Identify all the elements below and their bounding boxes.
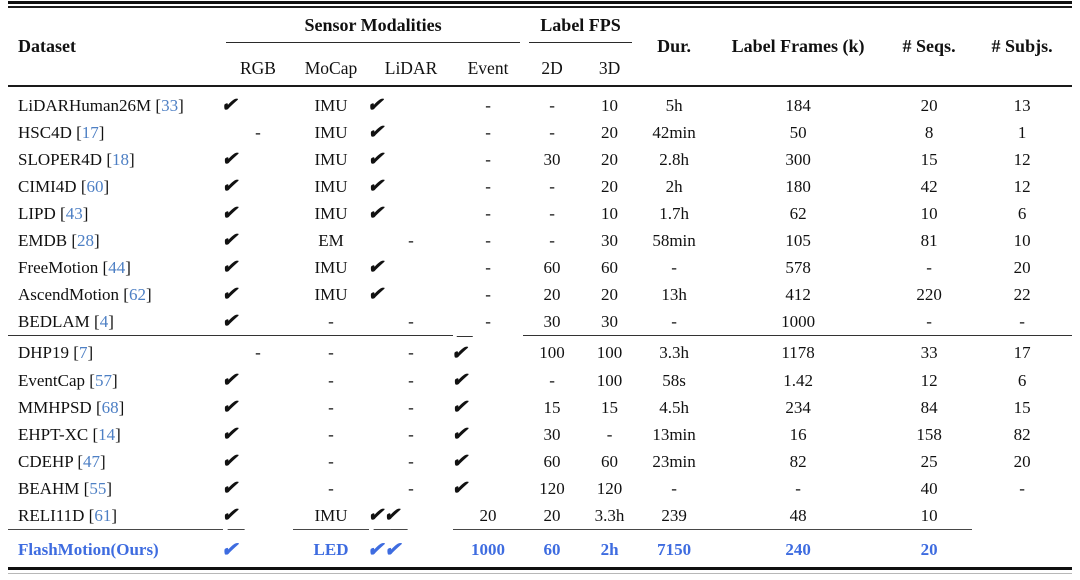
citation-wrap: [4] <box>89 312 114 331</box>
cell-dataset <box>8 281 223 308</box>
cell-duration: 13min <box>652 424 696 444</box>
cell-label-frames: 50 <box>789 123 807 142</box>
cell-dataset <box>8 173 223 200</box>
cell-num-seqs: 220 <box>916 285 942 304</box>
col-header-lidar: LiDAR <box>384 58 438 78</box>
table-row <box>8 254 1072 281</box>
citation-wrap: [33] <box>151 96 184 115</box>
cell-event: - <box>485 177 491 196</box>
dataset-comparison-table <box>8 8 1072 567</box>
cell-rgb: ✔ <box>220 203 242 224</box>
table-row <box>8 86 1072 119</box>
cell-fps-3d: 30 <box>601 231 619 250</box>
table-row <box>8 227 1072 254</box>
cell-lidar: - <box>369 336 453 367</box>
cell-duration: - <box>671 258 677 277</box>
cell-num-subjs: 20 <box>1013 451 1031 471</box>
cell-num-seqs: - <box>926 258 932 277</box>
cell-duration: 58min <box>652 231 696 250</box>
cell-lidar: - <box>408 370 414 390</box>
cell-num-subjs: 20 <box>886 529 972 567</box>
citation-wrap: [28] <box>67 231 100 250</box>
table-body <box>8 86 1072 567</box>
cell-event: ✔ <box>382 504 404 526</box>
cell-label-frames: 1.42 <box>783 370 813 390</box>
cell-fps-2d: - <box>549 96 555 115</box>
cell-fps-3d: 60 <box>601 451 619 471</box>
table-row <box>8 200 1072 227</box>
cell-num-subjs: 10 <box>920 505 938 525</box>
cell-duration: 4.5h <box>659 397 689 417</box>
cell-mocap: - <box>328 478 334 498</box>
cell-lidar: - <box>408 231 414 250</box>
dataset-name: RELI11D <box>18 505 85 525</box>
cell-fps-2d: 60 <box>543 451 561 471</box>
cell-mocap: EM <box>318 231 344 250</box>
cell-lidar: - <box>408 478 414 498</box>
cell-duration: 1.7h <box>659 204 689 223</box>
cell-num-seqs: 240 <box>710 529 886 567</box>
cell-label-frames: 180 <box>785 177 811 196</box>
cell-rgb: ✔ <box>220 230 242 251</box>
cell-duration: 58s <box>662 370 686 390</box>
table-row <box>8 336 1072 367</box>
cell-event: - <box>485 258 491 277</box>
col-header-num-seqs: # Seqs. <box>902 36 956 56</box>
table-row <box>8 281 1072 308</box>
cell-event: - <box>485 123 491 142</box>
cell-num-seqs: 158 <box>916 424 942 444</box>
cell-mocap: - <box>293 336 369 367</box>
cell-fps-3d: 60 <box>601 258 619 277</box>
citation-wrap: [7] <box>69 343 94 363</box>
cell-duration: - <box>671 478 677 498</box>
citation-link[interactable]: 44 <box>108 258 126 277</box>
col-header-label-fps <box>523 8 638 52</box>
cell-mocap: - <box>328 312 334 331</box>
dataset-name: FreeMotion <box>18 258 99 277</box>
citation-wrap: [68] <box>91 397 125 417</box>
cell-lidar: ✔ <box>366 122 388 143</box>
cell-rgb: ✔ <box>219 95 241 116</box>
cell-fps-3d: - <box>606 424 613 444</box>
table-row <box>8 119 1072 146</box>
citation-link[interactable]: 57 <box>94 370 112 390</box>
cell-event: - <box>485 204 491 223</box>
cell-dataset <box>8 367 223 394</box>
cell-duration: 13h <box>661 285 687 304</box>
cell-event: ✔ <box>450 396 472 418</box>
cell-label-frames: 1000 <box>781 312 816 331</box>
cell-fps-2d: 30 <box>543 150 561 169</box>
cell-lidar: - <box>408 312 414 331</box>
cell-rgb: ✔ <box>220 423 242 445</box>
cell-num-seqs: 10 <box>920 204 938 223</box>
cell-mocap: IMU <box>314 204 348 223</box>
cell-num-subjs: 12 <box>1013 150 1031 169</box>
citation-wrap: [17] <box>71 123 105 142</box>
citation-link[interactable]: 68 <box>101 397 119 417</box>
citation-link[interactable]: 7 <box>78 343 88 363</box>
cell-label-frames: 412 <box>785 285 811 304</box>
citation-link[interactable]: 17 <box>81 123 99 142</box>
cell-duration: 3.3h <box>594 505 625 525</box>
cell-dataset <box>8 421 223 448</box>
cell-fps-3d: 30 <box>601 312 619 331</box>
cell-duration: 5h <box>665 96 683 115</box>
citation-wrap: [57] <box>85 370 118 390</box>
cell-fps-3d: 60 <box>523 529 581 567</box>
col-header-event: Event <box>467 58 509 78</box>
cell-fps-2d: 30 <box>543 312 561 331</box>
sensor-modalities-label: Sensor Modalities <box>226 15 520 43</box>
cell-mocap: IMU <box>314 123 348 142</box>
cell-num-subjs: 15 <box>1013 397 1031 417</box>
cell-label-frames: 184 <box>785 96 811 115</box>
cell-fps-2d: 120 <box>539 478 565 498</box>
cell-event: ✔ <box>450 477 472 499</box>
cell-num-seqs: 81 <box>920 231 938 250</box>
cell-lidar: ✔ <box>364 529 390 567</box>
cell-dataset <box>8 448 223 475</box>
label-fps-label: Label FPS <box>529 15 632 43</box>
cell-rgb: ✔ <box>220 396 242 418</box>
cell-rgb: ✔ <box>220 504 242 526</box>
dataset-name: EMDB <box>18 231 68 250</box>
cell-duration: 2.8h <box>659 150 689 169</box>
cell-label-frames: 7150 <box>638 529 710 567</box>
citation-link[interactable]: 61 <box>94 505 112 525</box>
cell-mocap: IMU <box>314 96 348 115</box>
cell-num-subjs: 22 <box>1013 285 1031 304</box>
citation-link[interactable]: 60 <box>86 177 104 196</box>
cell-duration: 2h <box>665 177 683 196</box>
cell-rgb: ✔ <box>218 529 244 567</box>
cell-dataset <box>8 200 223 227</box>
dataset-name: EventCap <box>18 370 86 390</box>
citation-link[interactable]: 47 <box>83 451 101 471</box>
cell-dataset <box>8 86 223 119</box>
citation-wrap: [61] <box>84 505 118 525</box>
citation-link[interactable]: 14 <box>98 424 116 444</box>
dataset-name: MMHPSD <box>18 397 92 417</box>
paper-table-figure <box>8 0 1072 574</box>
citation-link[interactable]: 43 <box>65 204 83 223</box>
table-row <box>8 421 1072 448</box>
table-top-rule <box>8 1 1072 8</box>
col-header-2d: 2D <box>541 58 563 78</box>
table-row <box>8 367 1072 394</box>
cell-num-subjs: - <box>1019 312 1025 331</box>
cell-event: - <box>485 96 491 115</box>
cell-num-seqs: 84 <box>920 397 938 417</box>
cell-duration: 42min <box>652 123 696 142</box>
cell-mocap: - <box>328 397 334 417</box>
cell-dataset <box>8 529 223 567</box>
cell-dataset <box>8 336 223 367</box>
cell-rgb: ✔ <box>220 369 242 391</box>
cell-num-subjs: 10 <box>1013 231 1031 250</box>
cell-num-seqs: 25 <box>920 451 938 471</box>
cell-label-frames: 82 <box>789 451 807 471</box>
table-row <box>8 529 1072 567</box>
cell-rgb: ✔ <box>220 450 242 472</box>
cell-label-frames: 300 <box>785 150 811 169</box>
cell-event: - <box>485 312 491 332</box>
table-row <box>8 146 1072 173</box>
table-row <box>8 394 1072 421</box>
cell-duration: 2h <box>581 529 638 567</box>
cell-label-frames: 239 <box>661 505 687 525</box>
cell-rgb: ✔ <box>220 149 242 170</box>
cell-mocap: IMU <box>314 505 348 525</box>
cell-dataset <box>8 146 223 173</box>
citation-wrap: [47] <box>73 451 106 471</box>
dataset-name: FlashMotion(Ours) <box>18 539 159 559</box>
cell-duration: 23min <box>652 451 696 471</box>
cell-fps-2d: 20 <box>479 505 497 525</box>
cell-fps-2d: - <box>549 231 555 250</box>
col-header-rgb: RGB <box>240 58 276 78</box>
cell-num-subjs: 1 <box>1017 123 1027 142</box>
cell-dataset <box>8 394 223 421</box>
cell-lidar: - <box>408 451 414 471</box>
cell-rgb: - <box>255 123 261 142</box>
cell-fps-3d: 20 <box>601 150 619 169</box>
cell-fps-3d: 20 <box>601 123 619 142</box>
cell-num-seqs: 40 <box>920 478 938 498</box>
cell-event: - <box>485 150 491 169</box>
cell-rgb: ✔ <box>220 477 242 499</box>
cell-fps-3d: 20 <box>601 285 619 304</box>
cell-num-seqs: 20 <box>920 96 938 115</box>
cell-mocap: IMU <box>314 258 348 277</box>
dataset-name: AscendMotion <box>18 285 120 304</box>
cell-label-frames: 578 <box>785 258 811 277</box>
cell-lidar: ✔ <box>366 284 388 305</box>
cell-fps-2d: 15 <box>543 397 561 417</box>
cell-mocap: IMU <box>314 150 348 169</box>
citation-link[interactable]: 4 <box>99 312 109 331</box>
citation-wrap: [62] <box>119 285 152 304</box>
cell-dataset <box>8 119 223 146</box>
cell-num-subjs: 82 <box>1013 424 1031 444</box>
cell-event: ✔ <box>450 369 472 391</box>
cell-fps-2d: - <box>549 123 555 142</box>
cell-label-frames: 1178 <box>710 336 886 367</box>
cell-rgb: ✔ <box>220 176 242 197</box>
cell-lidar: ✔ <box>365 95 387 116</box>
table-row <box>8 448 1072 475</box>
cell-mocap: - <box>328 424 334 444</box>
col-header-num-subjs: # Subjs. <box>991 36 1053 56</box>
cell-event: - <box>485 285 491 304</box>
cell-label-frames: 105 <box>785 231 811 250</box>
col-header-dataset: Dataset <box>18 36 76 56</box>
cell-lidar: ✔ <box>366 257 388 278</box>
cell-num-subjs: - <box>1019 478 1025 498</box>
col-header-sensor-modalities <box>223 8 523 52</box>
cell-fps-3d: 10 <box>601 204 619 223</box>
cell-num-seqs: 12 <box>920 370 938 390</box>
cell-mocap: LED <box>293 529 369 567</box>
table-bottom-rule <box>8 567 1072 574</box>
cell-event: ✔ <box>450 423 472 445</box>
cell-event: ✔ <box>449 336 473 367</box>
cell-event: ✔ <box>450 450 472 472</box>
cell-dataset <box>8 475 223 502</box>
cell-label-frames: 234 <box>785 397 811 417</box>
cell-dataset <box>8 502 223 530</box>
cell-lidar: ✔ <box>366 504 388 526</box>
cell-lidar: ✔ <box>366 203 388 224</box>
cell-dataset <box>8 227 223 254</box>
cell-num-seqs: 33 <box>886 336 972 367</box>
col-header-mocap: MoCap <box>304 58 358 78</box>
cell-fps-2d: 1000 <box>453 529 523 567</box>
cell-mocap: IMU <box>314 177 348 196</box>
citation-wrap: [14] <box>88 424 121 444</box>
cell-rgb: ✔ <box>220 284 242 305</box>
table-header <box>8 8 1072 86</box>
dataset-name: BEAHM <box>18 478 80 498</box>
cell-fps-2d: 100 <box>523 336 581 367</box>
cell-fps-3d: 15 <box>601 397 619 417</box>
cell-label-frames: - <box>795 478 801 498</box>
cell-num-seqs: 42 <box>920 177 938 196</box>
cell-rgb: ✔ <box>220 257 242 278</box>
cell-fps-3d: 20 <box>543 505 561 525</box>
cell-mocap: IMU <box>314 285 348 304</box>
cell-num-seqs: 15 <box>920 150 938 169</box>
citation-wrap: [44] <box>98 258 131 277</box>
cell-lidar: - <box>408 424 414 444</box>
cell-fps-3d: 120 <box>596 478 623 498</box>
table-row <box>8 502 1072 530</box>
dataset-name: DHP19 <box>18 343 70 363</box>
citation-link[interactable]: 33 <box>161 96 179 115</box>
cell-label-frames: 16 <box>789 424 807 444</box>
cell-duration: - <box>671 312 677 331</box>
dataset-name: EHPT-XC <box>18 424 89 444</box>
cell-duration: 3.3h <box>638 336 710 367</box>
cell-num-seqs: - <box>926 312 932 331</box>
citation-link[interactable]: 62 <box>128 285 146 304</box>
dataset-name: CIMI4D <box>18 177 77 196</box>
citation-wrap: [60] <box>76 177 110 196</box>
cell-dataset <box>8 254 223 281</box>
cell-fps-3d: 100 <box>596 370 623 390</box>
cell-fps-2d: 30 <box>543 424 561 444</box>
cell-event: ✔ <box>381 529 407 567</box>
cell-dataset <box>8 308 223 336</box>
cell-num-seqs: 8 <box>924 123 934 142</box>
table-row <box>8 475 1072 502</box>
dataset-name: BEDLAM <box>18 312 90 331</box>
col-header-label-frames: Label Frames (k) <box>731 36 865 56</box>
cell-label-frames: 62 <box>789 204 807 223</box>
cell-rgb: - <box>223 336 293 367</box>
cell-mocap: - <box>328 451 334 471</box>
cell-num-subjs: 12 <box>1013 177 1031 196</box>
cell-num-seqs: 48 <box>789 505 807 525</box>
cell-lidar: ✔ <box>366 149 388 170</box>
citation-link[interactable]: 55 <box>89 478 107 498</box>
cell-fps-3d: 100 <box>581 336 638 367</box>
cell-num-subjs: 13 <box>1013 96 1031 115</box>
col-header-3d: 3D <box>598 58 621 78</box>
cell-fps-2d: 20 <box>543 285 561 304</box>
cell-num-subjs: 17 <box>972 336 1072 367</box>
table-row <box>8 308 1072 336</box>
dataset-name: SLOPER4D <box>18 150 103 169</box>
cell-lidar: - <box>408 397 414 417</box>
cell-fps-2d: - <box>549 370 555 390</box>
citation-link[interactable]: 28 <box>77 231 95 250</box>
cell-fps-3d: 20 <box>601 177 619 196</box>
cell-fps-2d: - <box>549 177 555 196</box>
cell-mocap: - <box>328 370 334 390</box>
cell-rgb: ✔ <box>220 311 242 332</box>
cell-event: - <box>485 231 491 250</box>
cell-lidar: ✔ <box>366 176 388 197</box>
cell-num-subjs: 6 <box>1017 204 1027 223</box>
table-row <box>8 173 1072 200</box>
citation-link[interactable]: 18 <box>112 150 129 169</box>
citation-wrap: [18] <box>102 150 135 169</box>
citation-wrap: [55] <box>79 478 112 498</box>
dataset-name: HSC4D <box>18 123 72 142</box>
cell-fps-3d: 10 <box>601 96 619 115</box>
dataset-name: LIPD <box>18 204 56 223</box>
dataset-name: LiDARHuman26M <box>18 96 152 115</box>
col-header-duration: Dur. <box>657 36 691 56</box>
dataset-name: CDEHP <box>18 451 74 471</box>
cell-fps-2d: 60 <box>543 258 561 277</box>
cell-fps-2d: - <box>549 204 555 223</box>
cell-num-subjs: 6 <box>1017 370 1027 390</box>
citation-wrap: [43] <box>55 204 89 223</box>
cell-num-subjs: 20 <box>1013 258 1031 277</box>
